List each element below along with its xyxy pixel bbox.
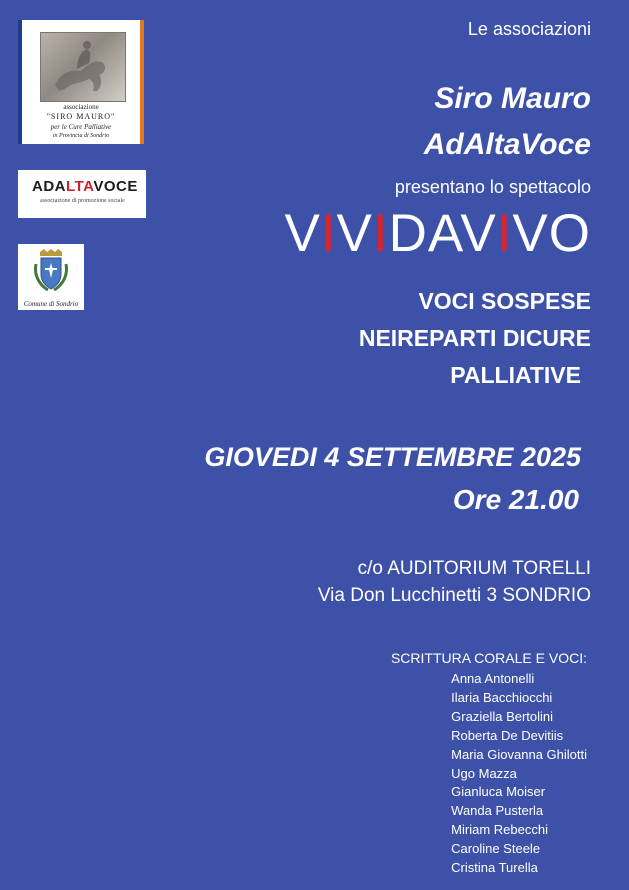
title-part: V [284,204,321,263]
logo-caption-3: per le Cure Palliative [50,123,112,131]
comune-di-sondrio-logo [18,244,84,310]
horse-rider-relief-icon [41,33,125,101]
credits-heading: SCRITTURA CORALE E VOCI: [390,650,587,666]
comune-caption: Comune di Sondrio [23,300,79,308]
org-adaltavoce: AdAltaVoce [423,128,591,161]
credit-name: Ilaria Bacchiocchi [451,689,553,705]
event-time: Ore 21.00 [452,484,579,515]
coat-of-arms-icon [30,248,72,296]
siro-mauro-logo [18,20,144,144]
event-date: GIOVEDI 4 SETTEMBRE 2025 [204,442,581,472]
title-part-red: I [496,204,513,263]
title-part-red: I [372,204,389,263]
intro-text: Le associazioni [467,19,591,39]
credit-name: Anna Antonelli [451,671,535,686]
org-siro-mauro: Siro Mauro [434,82,591,115]
wordmark-part-3: VOCE [93,178,138,195]
title-part-red: I [320,204,337,263]
adaltavoce-subtitle: associazione di promozione sociale [40,198,125,204]
presents-text: presentano lo spettacolo [394,177,591,197]
show-title [284,204,591,263]
credits-list [451,670,587,878]
credit-name: Graziella Bertolini [451,708,554,724]
credit-name: Wanda Pusterla [451,803,544,819]
adaltavoce-logo [18,170,146,218]
credit-name: Roberta De Devitiis [451,727,564,743]
logo-caption-2: "SIRO MAURO" [46,112,116,121]
venue-name: c/o AUDITORIUM TORELLI [357,558,591,579]
subtitle-line-3: PALLIATIVE [450,362,581,388]
wordmark-part-2: LTA [66,178,94,195]
title-part: V [336,204,373,263]
subtitle-line-1: VOCI SOSPESE [418,288,591,314]
wordmark-part-1: ADA [32,178,66,195]
title-part: VO [512,204,591,263]
credit-name: Ugo Mazza [451,765,517,781]
credit-name: Gianluca Moiser [451,784,546,800]
adaltavoce-wordmark [32,178,138,195]
logo-caption-4: in Provincia di Sondrio [52,133,110,139]
credit-name: Maria Giovanna Ghilotti [451,746,587,762]
credit-name: Cristina Turella [451,860,538,876]
credit-name: Miriam Rebecchi [451,822,548,838]
relief-image [40,32,126,102]
logo-caption-1: associazione [63,103,99,111]
subtitle-line-2: NEIREPARTI DICURE [358,325,591,351]
credit-name: Caroline Steele [451,841,541,857]
venue-address: Via Don Lucchinetti 3 SONDRIO [317,585,591,606]
title-part: DAV [388,204,497,263]
